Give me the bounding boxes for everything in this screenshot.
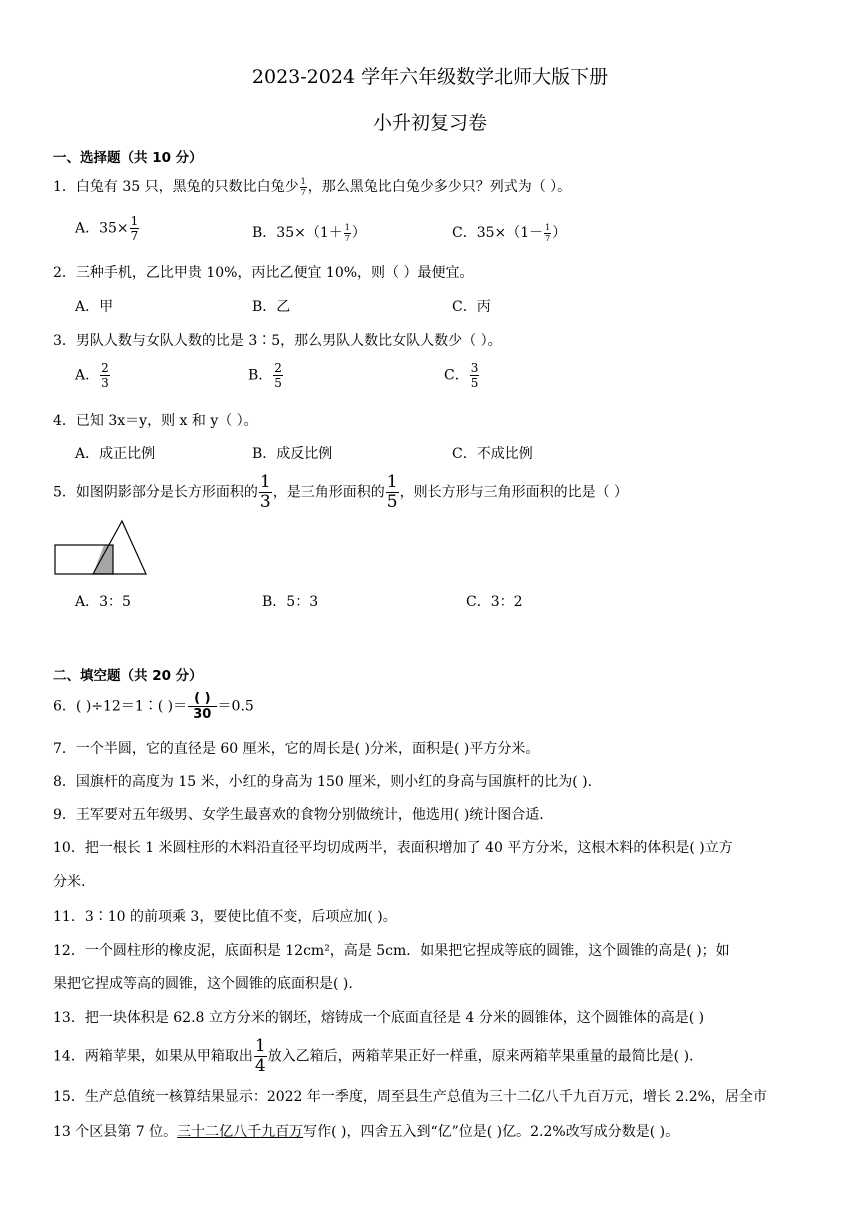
- question-2: 2．三种手机，乙比甲贵 10%，丙比乙便宜 10%，则（ ）最便宜。: [53, 265, 474, 281]
- question-14: 14．两箱苹果，如果从甲箱取出 $\frac{1}{4}$ 放入乙箱后，两箱苹果正好一样重，原来两箱苹果重量的最简比是( ).: [53, 1036, 694, 1076]
- question-15-line-2: 13 个区县第 7 位。三十二亿八千九百万写作( )，四舍五入到“亿”位是( )亿。2.2%改写成分数是( )。: [53, 1124, 680, 1140]
- question-11: 11．3∶10 的前项乘 3，要使比值不变，后项应加( )。: [53, 909, 397, 925]
- question-1: [53, 176, 571, 197]
- q5-fraction-1: $\frac{1}{3}$: [259, 472, 271, 512]
- question-10-line-1: 10．把一根长 1 米圆柱形的木料沿直径平均切成两半，表面积增加了 40 平方分米，这根木料的体积是( )立方: [53, 840, 733, 856]
- q2-option-b: B．乙: [252, 299, 291, 315]
- question-7: 7．一个半圆，它的直径是 60 厘米，它的周长是( )分米，面积是( )平方分米。: [53, 741, 540, 757]
- q4-option-a: A．成正比例: [75, 446, 156, 462]
- q5-option-c: C．3：2: [466, 594, 523, 610]
- q5-figure: [52, 518, 152, 578]
- q3-option-b-fraction: $\frac{2}{5}$: [274, 361, 282, 390]
- q4-option-c: C．不成比例: [452, 446, 533, 462]
- q1-option-c-fraction: $\frac{1}{7}$: [545, 222, 551, 243]
- q1-option-b: B．35×（1＋ $\frac{1}{7}$ ）: [252, 222, 366, 243]
- question-12-line-2: 果把它捏成等高的圆锥，这个圆锥的底面积是( ).: [53, 976, 353, 992]
- q1-fraction: $\frac{1}{7}$: [300, 176, 306, 197]
- q15-underlined-number: 三十二亿八千九百万: [177, 1124, 304, 1140]
- q5-fraction-2: $\frac{1}{5}$: [386, 472, 398, 512]
- q1-text-b: ，那么黑兔比白兔少多少只？列式为（ ）。: [307, 179, 572, 195]
- question-15-line-1: 15．生产总值统一核算结果显示：2022 年一季度，周至县生产总值为三十二亿八千九百万元，增长 2.2%，居全市: [53, 1089, 767, 1105]
- question-4: 4．已知 3x＝y，则 x 和 y（ ）。: [53, 413, 258, 429]
- question-6: 6．( )÷12＝1∶( )＝ $\frac{( )}{30}$ ＝0.5: [53, 691, 254, 722]
- question-3: 3．男队人数与女队人数的比是 3∶5，那么男队人数比女队人数少（ ）。: [53, 333, 502, 349]
- q14-fraction: $\frac{1}{4}$: [254, 1036, 266, 1076]
- q4-option-b: B．成反比例: [252, 446, 333, 462]
- question-9: 9．王军要对五年级男、女学生最喜欢的食物分别做统计，他选用( )统计图合适.: [53, 807, 544, 823]
- question-10-line-2: 分米.: [53, 874, 86, 890]
- q1-option-c: C．35×（1－ $\frac{1}{7}$ ）: [452, 222, 567, 243]
- section-2-heading: 二、填空题（共 20 分）: [53, 668, 203, 684]
- q3-option-c: C． $\frac{3}{5}$: [444, 361, 479, 390]
- q2-option-c: C．丙: [452, 299, 491, 315]
- question-8: 8．国旗杆的高度为 15 米，小红的身高为 150 厘米，则小红的身高与国旗杆的比为( ).: [53, 774, 593, 790]
- question-12-line-1: 12．一个圆柱形的橡皮泥，底面积是 12cm²，高是 5cm．如果把它捏成等底的圆锥，这个圆锥的高是( )；如: [53, 943, 730, 959]
- question-13: 13．把一块体积是 62.8 立方分米的钢坯，熔铸成一个底面直径是 4 分米的圆锥体，这个圆锥体的高是( ): [53, 1010, 705, 1026]
- q3-option-b: B． $\frac{2}{5}$: [248, 361, 282, 390]
- q1-text-a: 1．白兔有 35 只，黑兔的只数比白兔少: [53, 179, 299, 195]
- q1-option-a: A．35× $\frac{1}{7}$: [75, 214, 139, 243]
- q6-fraction: $\frac{( )}{30}$: [188, 692, 216, 721]
- page-subtitle: 小升初复习卷: [372, 112, 487, 134]
- q3-option-a-fraction: $\frac{2}{3}$: [101, 361, 109, 390]
- q1-option-b-fraction: $\frac{1}{7}$: [344, 222, 350, 243]
- q5-option-a: A．3：5: [75, 594, 131, 610]
- q2-option-a: A．甲: [75, 299, 114, 315]
- q3-option-a: A． $\frac{2}{3}$: [75, 361, 109, 390]
- question-5: 5．如图阴影部分是长方形面积的 $\frac{1}{3}$ ，是三角形面积的 $\frac{1}{5}$ ，则长方形与三角形面积的比是（ ）: [53, 472, 629, 512]
- q3-option-c-fraction: $\frac{3}{5}$: [470, 361, 479, 390]
- q5-option-b: B．5：3: [262, 594, 319, 610]
- page-title: 2023-2024 学年六年级数学北师大版下册: [251, 66, 609, 88]
- section-1-heading: 一、选择题（共 10 分）: [53, 150, 203, 166]
- q1-option-a-fraction: $\frac{1}{7}$: [130, 214, 139, 243]
